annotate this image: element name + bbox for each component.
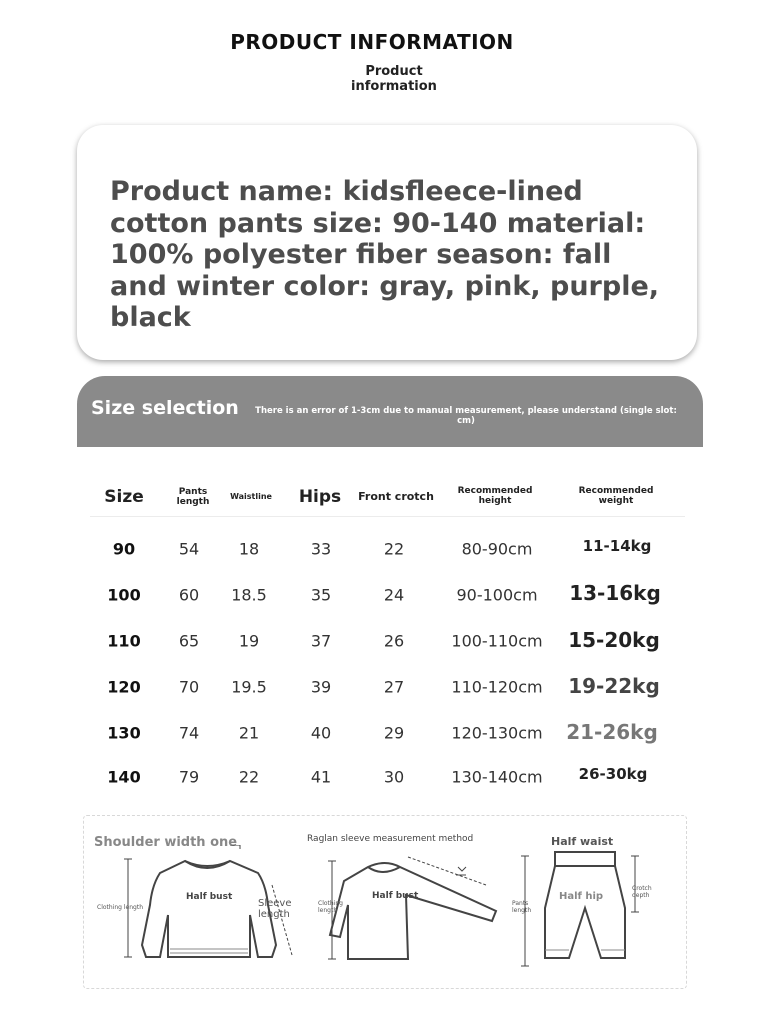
recommended-height-cell: 110-120cm [451, 677, 543, 697]
front-crotch-cell: 22 [383, 539, 405, 559]
header-rec-weight-line2: weight [598, 496, 634, 506]
waistline-cell: 18.5 [231, 585, 267, 605]
recommended-weight-cell: 26-30kg [578, 765, 648, 783]
header-size: Size [104, 487, 144, 507]
header-hips: Hips [298, 487, 342, 507]
sleeve-length-line1: Sleeve [258, 898, 292, 909]
waistline-cell: 22 [238, 767, 260, 787]
half-hip-label: Half hip [559, 891, 604, 902]
pants-length-line1: Pants [512, 900, 529, 907]
pants-length-line2: length [512, 907, 532, 914]
recommended-height-cell: 90-100cm [456, 585, 538, 605]
pants-illustration [515, 848, 665, 973]
header-recommended-weight [579, 486, 654, 506]
front-crotch-cell: 30 [383, 767, 405, 787]
waistline-cell: 19.5 [231, 677, 267, 697]
header-pants-length-line1: Pants [178, 487, 208, 497]
size-cell: 120 [107, 677, 141, 697]
pants-length-cell: 70 [178, 677, 200, 697]
sleeve-length-label [258, 898, 292, 920]
recommended-height-cell: 80-90cm [461, 539, 533, 559]
front-crotch-cell: 26 [383, 631, 405, 651]
clothing-length-2-line1: Clothing [318, 900, 343, 907]
crotch-depth-line1: Crotch [632, 885, 652, 892]
size-cell: 90 [112, 539, 136, 559]
shoulder-width-label: Shoulder width one [94, 835, 238, 850]
product-info-text: Product name: kidsfleece-lined cotton pants size: 90-140 material: 100% polyester fiber season: fall and winter color: gray, pink, purple, black [110, 176, 660, 333]
subtitle-line-1: Product [365, 64, 423, 79]
recommended-weight-cell: 21-26kg [566, 720, 658, 744]
pants-length-cell: 65 [178, 631, 200, 651]
crotch-depth-label [632, 885, 652, 899]
size-cell: 100 [107, 585, 141, 605]
clothing-length-label-1: Clothing length [97, 904, 143, 911]
front-crotch-cell: 24 [383, 585, 405, 605]
half-bust-label-2: Half bust [372, 891, 419, 901]
front-crotch-cell: 29 [383, 723, 405, 743]
hips-cell: 35 [310, 585, 332, 605]
half-bust-label-1: Half bust [186, 892, 233, 902]
measurement-note: There is an error of 1-3cm due to manual measurement, please understand (single slot: cm) [255, 406, 677, 426]
hips-cell: 37 [310, 631, 332, 651]
hips-cell: 33 [310, 539, 332, 559]
recommended-weight-cell: 11-14kg [582, 537, 652, 555]
recommended-weight-cell: 15-20kg [568, 628, 660, 652]
raglan-method-label: Raglan sleeve measurement method [307, 834, 474, 844]
clothing-length-2-line2: length [318, 907, 338, 914]
clothing-length-label-2 [318, 900, 343, 914]
pants-length-cell: 54 [178, 539, 200, 559]
sleeve-length-line2: length [258, 909, 290, 920]
recommended-weight-cell: 13-16kg [569, 581, 661, 605]
pants-length-label [512, 900, 531, 914]
waistline-cell: 21 [238, 723, 260, 743]
header-pants-length [177, 487, 210, 507]
pants-length-cell: 79 [178, 767, 200, 787]
half-waist-label: Half waist [551, 835, 614, 848]
header-rec-weight-line1: Recommended [578, 486, 654, 496]
header-waistline: Waistline [230, 492, 272, 501]
size-cell: 140 [107, 767, 141, 787]
waistline-cell: 19 [238, 631, 260, 651]
crotch-depth-line2: depth [632, 892, 650, 899]
front-crotch-cell: 27 [383, 677, 405, 697]
header-rec-height-line2: height [478, 496, 512, 506]
pants-length-cell: 74 [178, 723, 200, 743]
size-cell: 130 [107, 723, 141, 743]
subtitle-line-2: information [351, 79, 437, 94]
header-front-crotch: Front crotch [358, 490, 434, 503]
size-selection-title: Size selection [91, 397, 239, 419]
recommended-weight-cell: 19-22kg [568, 674, 660, 698]
hips-cell: 39 [310, 677, 332, 697]
size-cell: 110 [107, 631, 141, 651]
pants-length-cell: 60 [178, 585, 200, 605]
header-recommended-height [458, 486, 533, 506]
waistline-cell: 18 [238, 539, 260, 559]
hips-cell: 40 [310, 723, 332, 743]
hips-cell: 41 [310, 767, 332, 787]
header-pants-length-line2: length [176, 497, 210, 507]
recommended-height-cell: 120-130cm [451, 723, 543, 743]
header-rec-height-line1: Recommended [457, 486, 533, 496]
page-title: PRODUCT INFORMATION [230, 30, 514, 54]
recommended-height-cell: 130-140cm [451, 767, 543, 787]
recommended-height-cell: 100-110cm [451, 631, 543, 651]
page-subtitle [340, 64, 448, 94]
header-divider [90, 516, 685, 517]
